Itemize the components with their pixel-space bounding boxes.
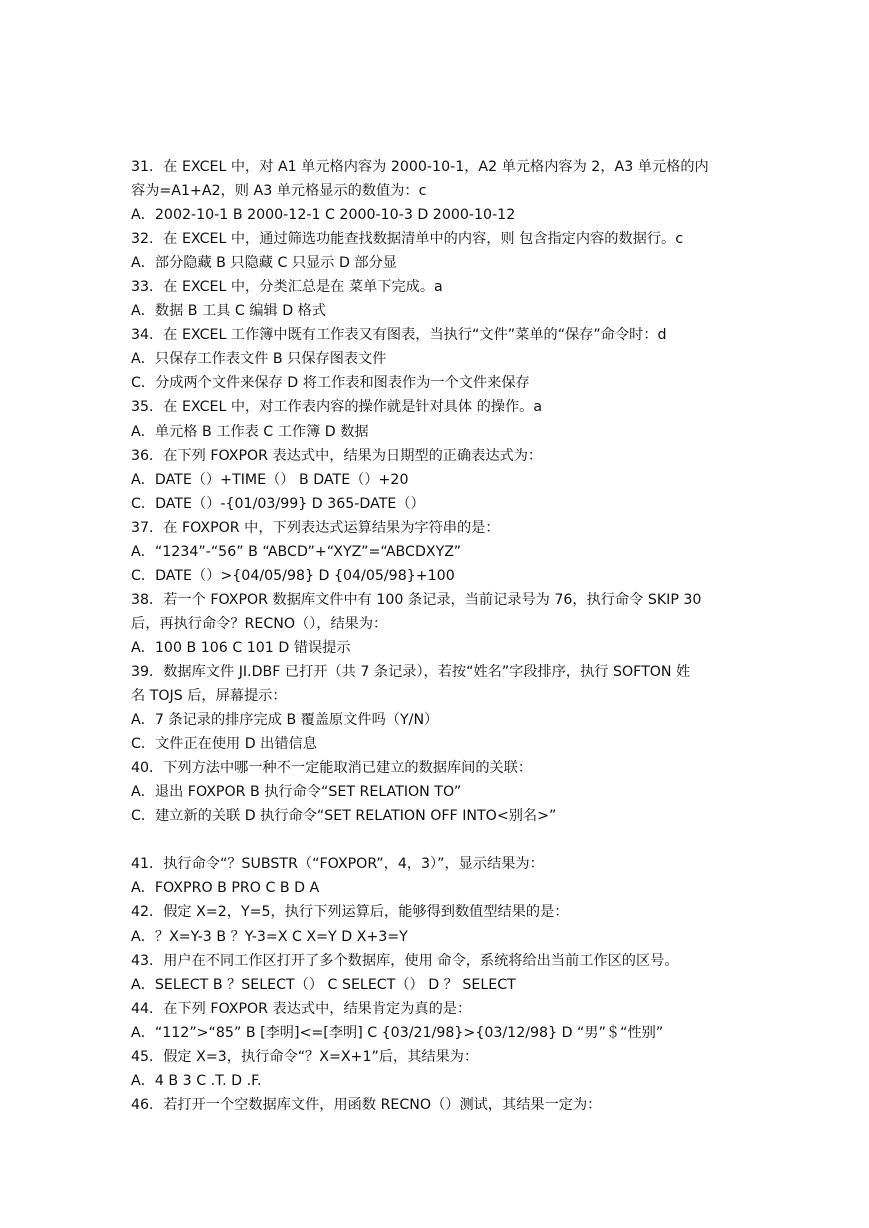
text-line: 43．用户在不同工作区打开了多个数据库，使用 命令，系统将给出当前工作区的区号。 [131, 952, 679, 969]
text-line: 37．在 FOXPOR 中，下列表达式运算结果为字符串的是： [131, 519, 500, 536]
text-line: 39．数据库文件 JI.DBF 已打开（共 7 条记录），若按“姓名”字段排序，执行 SOFTON 姓 [131, 663, 691, 680]
text-line: 42．假定 X=2，Y=5，执行下列运算后，能够得到数值型结果的是： [131, 904, 569, 921]
blank-line [131, 828, 741, 852]
text-line: A．4 B 3 C .T. D .F. [131, 1072, 262, 1089]
text-line: 35．在 EXCEL 中，对工作表内容的操作就是针对具体 的操作。a [131, 399, 543, 416]
text-line: A．只保存工作表文件 B 只保存图表文件 [131, 351, 387, 368]
text-line: 46．若打开一个空数据库文件，用函数 RECNO（）测试，其结果一定为： [131, 1096, 602, 1113]
text-line: A．？X=Y-3 B ？Y-3=X C X=Y D X+3=Y [131, 928, 408, 945]
text-line: A．数据 B 工具 C 编辑 D 格式 [131, 303, 327, 320]
text-line: A．“1234”-“56” B “ABCD”+“XYZ”=“ABCDXYZ” [131, 543, 462, 560]
text-line: 44．在下列 FOXPOR 表达式中，结果肯定为真的是： [131, 1000, 472, 1017]
text-line: 31．在 EXCEL 中，对 A1 单元格内容为 2000-10-1，A2 单元格内容为 2，A3 单元格的内 [131, 159, 709, 175]
text-line: 38．若一个 FOXPOR 数据库文件中有 100 条记录，当前记录号为 76，执行命令 SKIP 30 [131, 591, 702, 608]
text-line: A．SELECT B ？SELECT（） C SELECT（） D ？ SELECT [131, 976, 516, 993]
text-line: 后，再执行命令？RECNO（），结果为： [131, 615, 388, 632]
text-line: A．100 B 106 C 101 D 错误提示 [131, 639, 351, 656]
text-line: C．分成两个文件来保存 D 将工作表和图表作为一个文件来保存 [131, 375, 530, 392]
text-line: 45．假定 X=3，执行命令“？X=X+1”后，其结果为： [131, 1048, 479, 1065]
text-line: A．单元格 B 工作表 C 工作簿 D 数据 [131, 423, 369, 440]
text-line: A．7 条记录的排序完成 B 覆盖原文件吗（Y/N） [131, 712, 439, 729]
text-line: 36．在下列 FOXPOR 表达式中，结果为日期型的正确表达式为： [131, 447, 543, 464]
text-line: 名 TOJS 后，屏幕提示： [131, 688, 287, 705]
text-line: C．DATE（）>{04/05/98} D {04/05/98}+100 [131, 567, 455, 584]
text-line: C．文件正在使用 D 出错信息 [131, 736, 317, 753]
text-line: C．DATE（）-{01/03/99} D 365-DATE（） [131, 495, 425, 512]
text-line: 33．在 EXCEL 中，分类汇总是在 菜单下完成。a [131, 279, 443, 296]
text-line: A．2002-10-1 B 2000-12-1 C 2000-10-3 D 2000-10-12 [131, 207, 516, 224]
document-body [131, 155, 741, 1117]
text-line: A．部分隐藏 B 只隐藏 C 只显示 D 部分显 [131, 255, 397, 272]
text-line: C．建立新的关联 D 执行命令“SET RELATION OFF INTO<别名>” [131, 808, 557, 825]
text-line: 40．下列方法中哪一种不一定能取消已建立的数据库间的关联： [131, 760, 533, 777]
text-line: A．FOXPRO B PRO C B D A [131, 880, 320, 897]
text-line: A．DATE（）+TIME（） B DATE（）+20 [131, 471, 409, 488]
text-line: 41．执行命令“？SUBSTR（“FOXPOR”，4，3）”，显示结果为： [131, 856, 544, 873]
text-line: 容为=A1+A2，则 A3 单元格显示的数值为：c [131, 183, 427, 200]
text-line: A．“112”>“85” B [李明]<=[李明] C {03/21/98}>{03/12/98} D “男”＄“性别” [131, 1024, 664, 1041]
text-line: A．退出 FOXPOR B 执行命令“SET RELATION TO” [131, 784, 462, 801]
text-line: 32．在 EXCEL 中，通过筛选功能查找数据清单中的内容，则 包含指定内容的数据行。c [131, 231, 683, 248]
text-line: 34．在 EXCEL 工作簿中既有工作表又有图表，当执行“文件”菜单的“保存”命令时：d [131, 327, 667, 344]
